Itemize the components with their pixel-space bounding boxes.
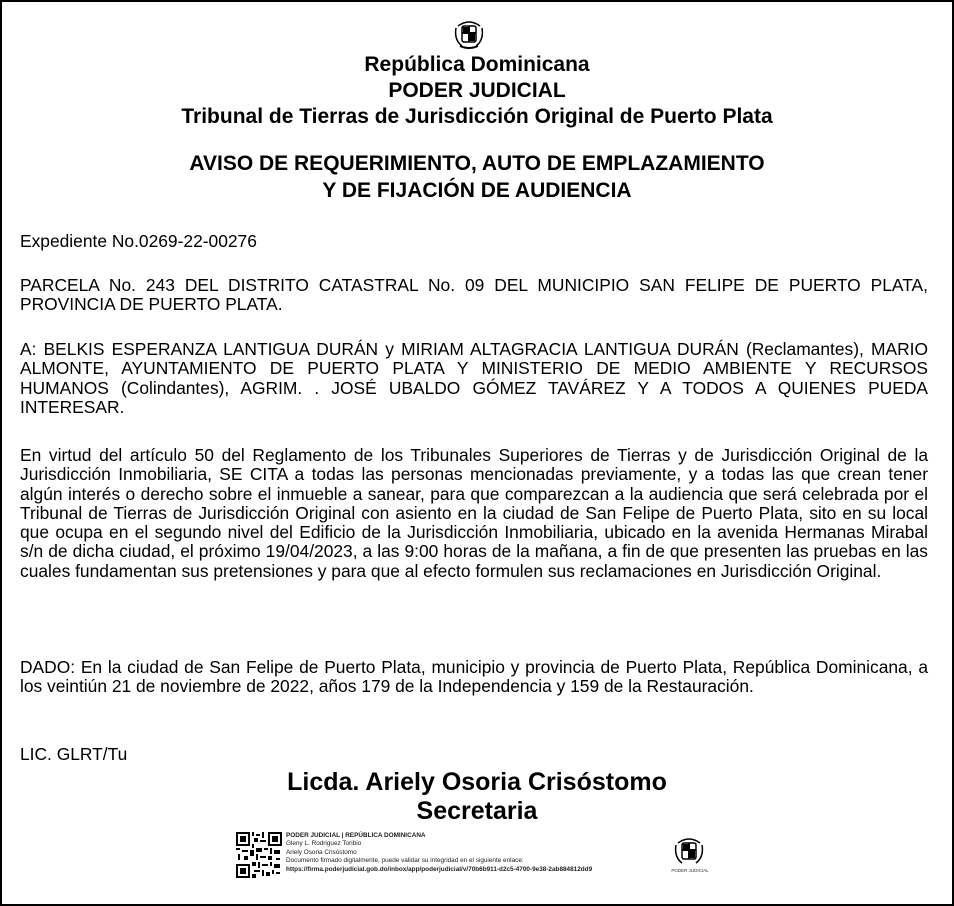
branch-name: PODER JUDICIAL (388, 79, 566, 102)
addressees-paragraph: A: BELKIS ESPERANZA LANTIGUA DURÁN y MIRIAM ALTAGRACIA LANTIGUA DURÁN (Reclamantes), MARIO ALMONTE, AYUNTAMIENTO DE PUERTO PLATA Y MINISTERIO DE MEDIO AMBIENTE Y RECURSOS HUMANOS (Colindantes), AGRIM. . JOSÉ UBALDO GÓMEZ TAVÁREZ Y A TODOS A QUIENES PUEDA INTERESAR. (20, 339, 928, 417)
stamp-link[interactable]: https://firma.poderjudicial.gob.do/inbox/app/poderjudicial/v/70b6b911-d2c5-4700-9e38-2ab884812dd9 (286, 865, 593, 873)
country-name: República Dominicana (364, 53, 590, 76)
coat-of-arms-icon (454, 18, 484, 50)
document-header (2, 52, 952, 130)
judicial-seal-icon (674, 834, 704, 868)
digital-signature-stamp (286, 832, 592, 874)
initials: LIC. GLRT/Tu (20, 744, 128, 764)
qr-code-icon[interactable] (236, 832, 282, 878)
stamp-note: Documento firmado digitalmente, puede validar su integridad en el siguiente enlace: (286, 857, 524, 865)
stamp-signer-1: Gleny L. Rodriguez Toribio (286, 840, 362, 848)
stamp-signer-2: Ariely Osoria Crisóstomo (286, 848, 357, 856)
signer-name: Licda. Ariely Osoria Crisóstomo (287, 768, 667, 796)
case-number: Expediente No.0269-22-00276 (20, 231, 257, 251)
notice-title-line-1: AVISO DE REQUERIMIENTO, AUTO DE EMPLAZAMIENTO (189, 152, 765, 175)
signer-block (2, 768, 952, 826)
court-name: Tribunal de Tierras de Jurisdicción Original de Puerto Plata (181, 105, 773, 128)
signer-title: Secretaria (416, 797, 538, 825)
seal-caption: PODER JUDICIAL (671, 868, 709, 873)
notice-title (2, 150, 952, 204)
parcel-paragraph: PARCELA No. 243 DEL DISTRITO CATASTRAL No. 09 DEL MUNICIPIO SAN FELIPE DE PUERTO PLATA, PROVINCIA DE PUERTO PLATA. (20, 275, 928, 315)
summons-paragraph: En virtud del artículo 50 del Reglamento de los Tribunales Superiores de Tierras y de Jurisdicción Original de la Jurisdicción Inmobiliaria, SE CITA a todas las personas mencionadas previamente, y a todas las que crean tener algún interés o derecho sobre el inmueble a sanear, para que comparezcan a la audiencia que será celebrada por el Tribunal de Tierras de Jurisdicción Original con asiento en la ciudad de San Felipe de Puerto Plata, sito en su local que ocupa en el segundo nivel del Edificio de la Jurisdicción Inmobiliaria, ubicado en la avenida Hermanas Mirabal s/n de dicha ciudad, el próximo 19/04/2023, a las 9:00 horas de la mañana, a fin de que presenten las pruebas en las cuales fundamentan sus pretensiones y para que al efecto formulen sus reclamaciones en Jurisdicción Original. (20, 445, 928, 581)
stamp-institution: PODER JUDICIAL | REPÚBLICA DOMINICANA (286, 832, 426, 839)
notice-title-line-2: Y DE FIJACIÓN DE AUDIENCIA (322, 179, 632, 202)
given-paragraph: DADO: En la ciudad de San Felipe de Puerto Plata, municipio y provincia de Puerto Plata, República Dominicana, a los veintiún 21 de noviembre de 2022, años 179 de la Independencia y 159 de la Restauración. (20, 657, 928, 697)
